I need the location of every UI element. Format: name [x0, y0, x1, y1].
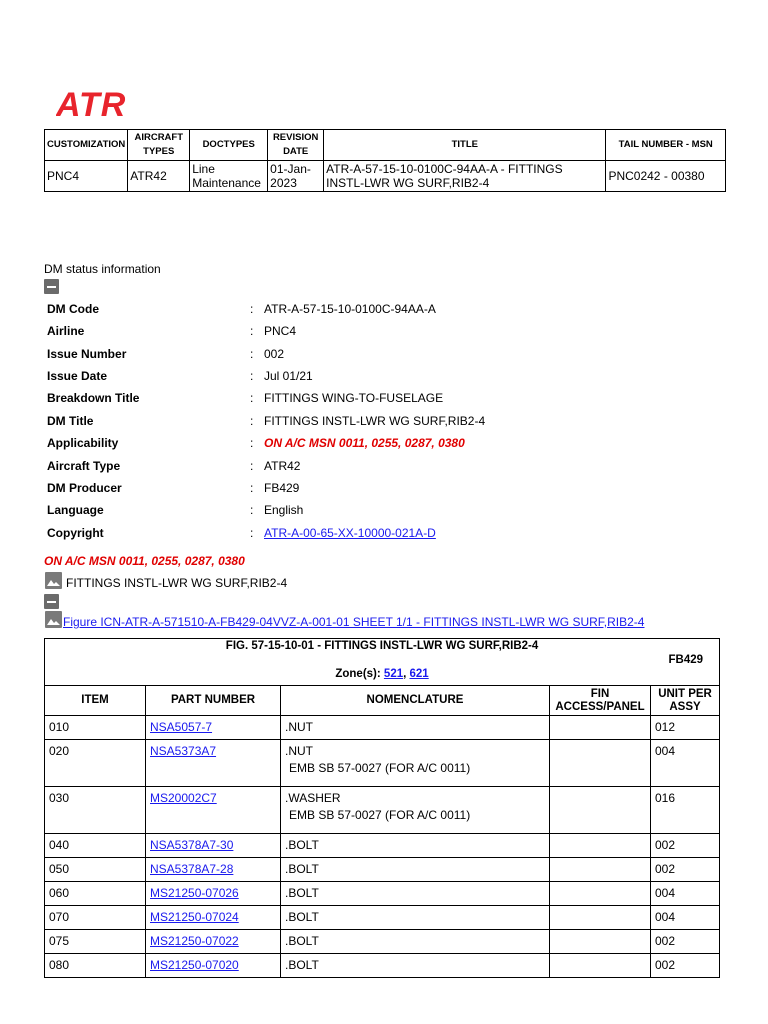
table-row [45, 716, 720, 740]
part-number-cell [146, 740, 281, 787]
fin-access-cell [550, 906, 651, 930]
doctype-value: Line Maintenance [190, 161, 268, 192]
status-value: ATR42 [264, 459, 301, 473]
col-unit-per-assy: UNIT PER ASSY [651, 686, 720, 716]
nomenclature-cell [281, 930, 550, 954]
status-key: Issue Date [47, 369, 108, 383]
status-separator: : [250, 391, 254, 405]
table-row [45, 954, 720, 978]
fin-access-cell [550, 740, 651, 787]
nomenclature-text: .BOLT [285, 910, 319, 924]
fin-access-cell [550, 858, 651, 882]
col-revision-date: REVISION DATE [268, 130, 324, 161]
part-number-link[interactable]: NSA5373A7 [150, 744, 217, 758]
status-key: Language [47, 503, 104, 517]
unit-per-assy-cell: 004 [651, 740, 720, 787]
status-separator: : [250, 414, 254, 428]
status-value: PNC4 [264, 324, 297, 338]
status-value: 002 [264, 347, 285, 361]
col-fin-access: FIN ACCESS/PANEL [550, 686, 651, 716]
table-row [45, 906, 720, 930]
nomenclature-cell [281, 858, 550, 882]
figure-producer: FB429 [668, 654, 704, 666]
status-separator: : [250, 459, 254, 473]
nomenclature-text: .BOLT [285, 934, 319, 948]
image-icon[interactable] [45, 572, 62, 589]
table-row [45, 858, 720, 882]
col-doctypes: DOCTYPES [190, 130, 268, 161]
item-cell: 070 [45, 906, 146, 930]
status-key: Applicability [47, 436, 119, 450]
status-key: DM Title [47, 414, 94, 428]
part-number-cell [146, 882, 281, 906]
status-separator: : [250, 324, 254, 338]
item-cell: 010 [45, 716, 146, 740]
status-separator: : [250, 526, 254, 540]
status-separator: : [250, 302, 254, 316]
section-title: FITTINGS INSTL-LWR WG SURF,RIB2-4 [66, 576, 288, 590]
nomenclature-text: .BOLT [285, 838, 319, 852]
status-separator: : [250, 347, 254, 361]
col-tail-number: TAIL NUMBER - MSN [606, 130, 726, 161]
nomenclature-cell [281, 716, 550, 740]
part-number-link[interactable]: MS21250-07020 [150, 958, 239, 972]
parts-list-table [44, 638, 720, 978]
fin-access-cell [550, 954, 651, 978]
status-separator: : [250, 503, 254, 517]
table-row [45, 834, 720, 858]
status-key: Breakdown Title [47, 391, 140, 405]
nomenclature-text: .BOLT [285, 958, 319, 972]
col-nomenclature: NOMENCLATURE [281, 686, 550, 716]
nomenclature-text: .NUT [285, 720, 313, 734]
header-columns [45, 130, 726, 161]
collapse-status-button[interactable] [44, 279, 59, 294]
status-value: FITTINGS WING-TO-FUSELAGE [264, 391, 444, 405]
atr-logo-text: ATR [56, 86, 127, 120]
fin-access-cell [550, 882, 651, 906]
figure-image-icon[interactable] [45, 611, 62, 628]
fin-access-cell [550, 834, 651, 858]
col-item: ITEM [45, 686, 146, 716]
item-cell: 040 [45, 834, 146, 858]
ipl-columns [45, 686, 720, 716]
unit-per-assy-cell: 016 [651, 787, 720, 834]
part-number-link[interactable]: MS21250-07024 [150, 910, 239, 924]
unit-per-assy-cell: 002 [651, 954, 720, 978]
customization-value: PNC4 [45, 161, 128, 192]
nomenclature-cell [281, 834, 550, 858]
status-key: DM Code [47, 302, 99, 316]
col-customization: CUSTOMIZATION [45, 130, 128, 161]
unit-per-assy-cell: 002 [651, 834, 720, 858]
copyright-link[interactable]: ATR-A-00-65-XX-10000-021A-D [264, 526, 436, 540]
part-number-cell [146, 906, 281, 930]
table-row [45, 740, 720, 787]
col-part-number: PART NUMBER [146, 686, 281, 716]
zones [45, 668, 719, 681]
part-number-cell [146, 930, 281, 954]
item-cell: 080 [45, 954, 146, 978]
unit-per-assy-cell: 012 [651, 716, 720, 740]
part-number-cell [146, 954, 281, 978]
part-number-link[interactable]: NSA5057-7 [150, 720, 213, 734]
zone-label: Zone(s): [335, 668, 381, 680]
part-number-cell [146, 834, 281, 858]
status-key: Aircraft Type [47, 459, 121, 473]
nomenclature-cell [281, 882, 550, 906]
col-aircraft-types: AIRCRAFT TYPES [128, 130, 190, 161]
document-header-table [44, 129, 726, 192]
part-number-link[interactable]: NSA5378A7-28 [150, 862, 234, 876]
zone-link-521[interactable]: 521 [383, 668, 404, 680]
part-number-link[interactable]: MS21250-07022 [150, 934, 239, 948]
zone-separator: , [403, 668, 407, 680]
nomenclature-cell [281, 787, 550, 834]
status-key: Airline [47, 324, 85, 338]
nomenclature-cell [281, 906, 550, 930]
part-number-link[interactable]: MS21250-07026 [150, 886, 239, 900]
status-value: ON A/C MSN 0011, 0255, 0287, 0380 [264, 436, 465, 450]
figure-heading [45, 639, 720, 686]
dm-status-label: DM status information [44, 262, 161, 276]
status-value: English [264, 503, 304, 517]
part-number-cell [146, 716, 281, 740]
part-number-link[interactable]: MS20002C7 [150, 791, 217, 805]
nomenclature-text: .BOLT [285, 862, 319, 876]
table-row [45, 882, 720, 906]
figure-link[interactable]: Figure ICN-ATR-A-571510-A-FB429-04VVZ-A-001-01 SHEET 1/1 - FITTINGS INSTL-LWR WG SURF,RIB2-4 [63, 615, 645, 629]
collapse-figure-button[interactable] [44, 594, 59, 609]
item-cell: 075 [45, 930, 146, 954]
nomenclature-note: EMB SB 57-0027 (FOR A/C 0011) [289, 808, 471, 822]
status-key: Issue Number [47, 347, 127, 361]
fin-access-cell [550, 716, 651, 740]
item-cell: 030 [45, 787, 146, 834]
status-separator: : [250, 481, 254, 495]
col-title: TITLE [324, 130, 606, 161]
unit-per-assy-cell: 002 [651, 930, 720, 954]
fin-access-cell [550, 787, 651, 834]
status-value: FITTINGS INSTL-LWR WG SURF,RIB2-4 [264, 414, 486, 428]
nomenclature-text: .NUT [285, 744, 313, 758]
tail-number-value: PNC0242 - 00380 [606, 161, 726, 192]
part-number-cell [146, 858, 281, 882]
header-values [45, 161, 726, 192]
item-cell: 060 [45, 882, 146, 906]
status-value: FB429 [264, 481, 300, 495]
atr-logo [56, 86, 196, 120]
unit-per-assy-cell: 004 [651, 882, 720, 906]
fin-access-cell [550, 930, 651, 954]
title-value: ATR-A-57-15-10-0100C-94AA-A - FITTINGS INSTL-LWR WG SURF,RIB2-4 [324, 161, 606, 192]
unit-per-assy-cell: 002 [651, 858, 720, 882]
status-key: DM Producer [47, 481, 122, 495]
nomenclature-text: .WASHER [285, 791, 341, 805]
table-row [45, 787, 720, 834]
part-number-cell [146, 787, 281, 834]
figure-title: FIG. 57-15-10-01 - FITTINGS INSTL-LWR WG SURF,RIB2-4 [225, 640, 539, 652]
nomenclature-text: .BOLT [285, 886, 319, 900]
nomenclature-cell [281, 740, 550, 787]
status-value: ATR-A-57-15-10-0100C-94AA-A [264, 302, 436, 316]
status-separator: : [250, 436, 254, 450]
status-value: Jul 01/21 [264, 369, 313, 383]
revision-date-value: 01-Jan-2023 [268, 161, 324, 192]
item-cell: 050 [45, 858, 146, 882]
status-key: Copyright [47, 526, 104, 540]
zone-link-621[interactable]: 621 [409, 668, 429, 680]
applicability-banner: ON A/C MSN 0011, 0255, 0287, 0380 [44, 554, 245, 568]
table-row [45, 930, 720, 954]
status-separator: : [250, 369, 254, 383]
item-cell: 020 [45, 740, 146, 787]
part-number-link[interactable]: NSA5378A7-30 [150, 838, 234, 852]
unit-per-assy-cell: 004 [651, 906, 720, 930]
aircraft-type-value: ATR42 [128, 161, 190, 192]
nomenclature-cell [281, 954, 550, 978]
nomenclature-note: EMB SB 57-0027 (FOR A/C 0011) [289, 761, 471, 775]
